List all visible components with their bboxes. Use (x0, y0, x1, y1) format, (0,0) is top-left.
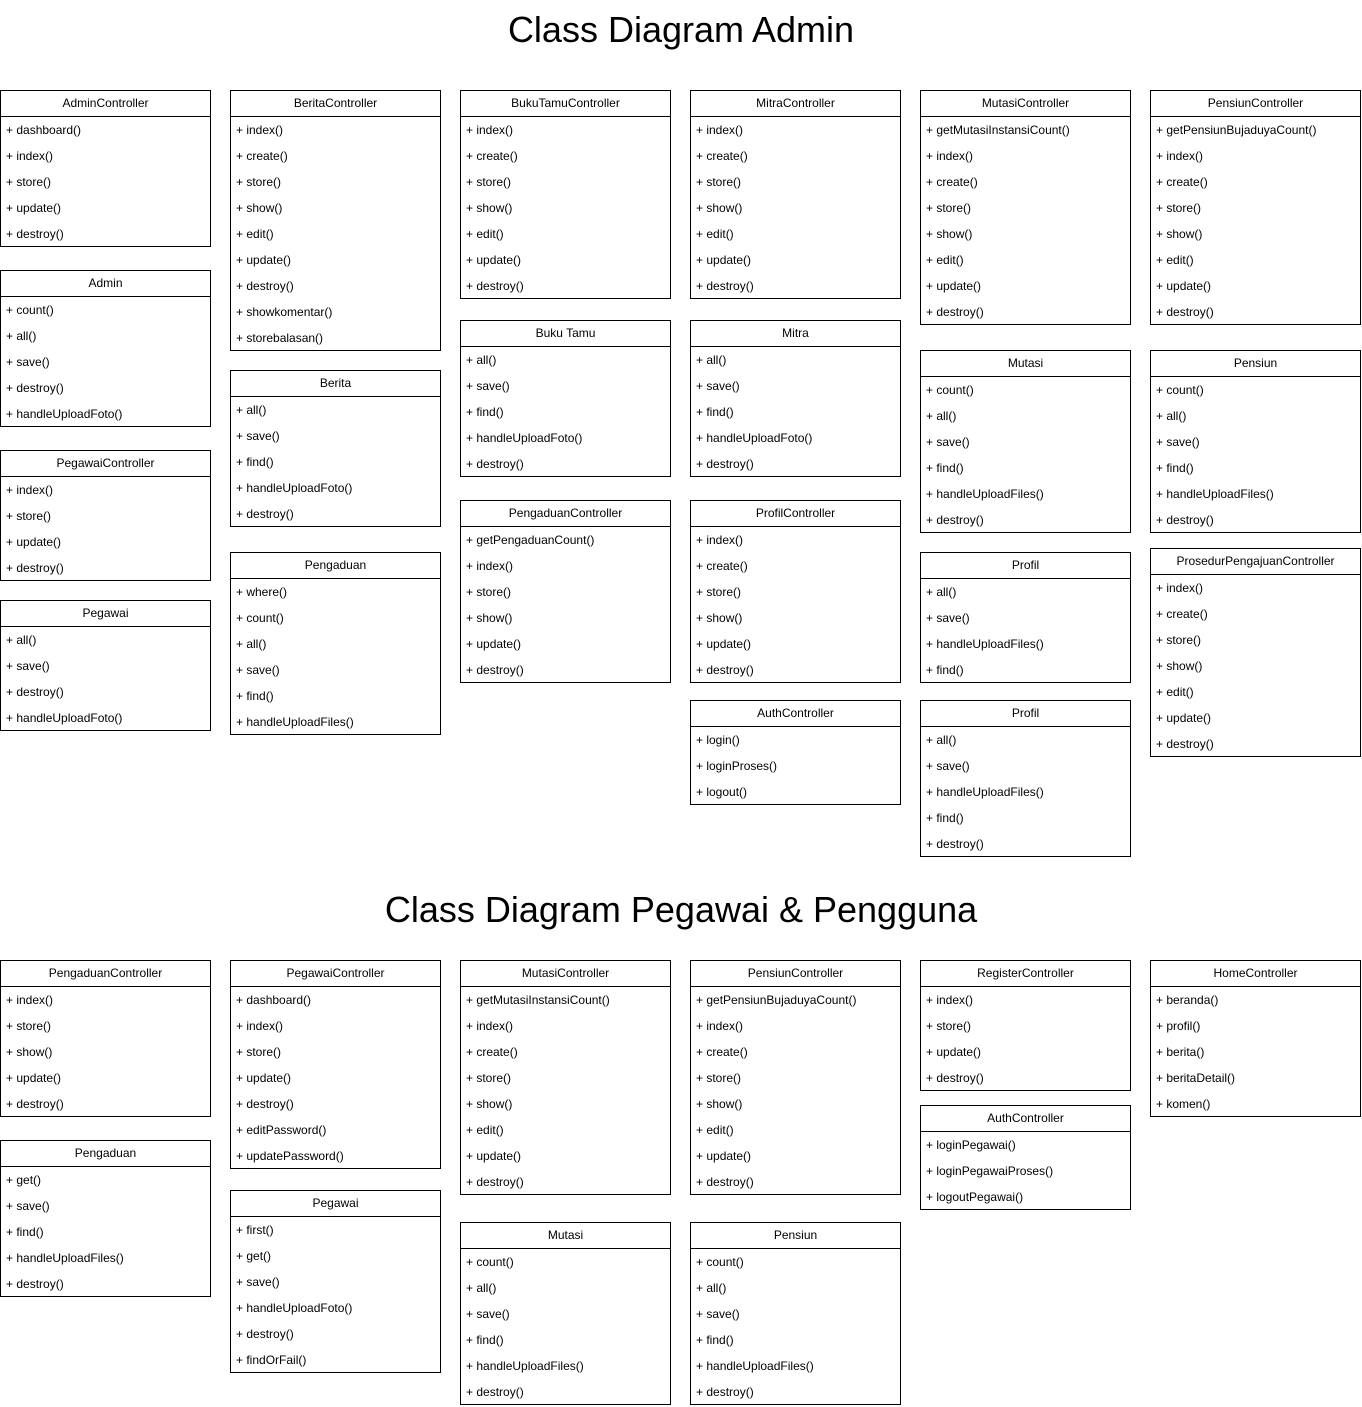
method-item: + edit() (926, 253, 964, 267)
class-name: Admin (1, 271, 210, 297)
method-item: + update() (926, 1045, 982, 1059)
method-item: + update() (466, 1149, 522, 1163)
method-item: + all() (466, 1281, 497, 1295)
method-item: + index() (926, 993, 974, 1007)
method-item: + destroy() (6, 381, 64, 395)
class-box-pegawaicontroller (230, 960, 441, 1169)
method-item: + destroy() (696, 663, 754, 677)
class-name: Profil (921, 701, 1130, 727)
class-box-admincontroller (0, 90, 211, 247)
method-list (461, 347, 670, 477)
method-item: + profil() (1156, 1019, 1201, 1033)
method-item: + find() (466, 1333, 504, 1347)
class-box-mutasi (460, 1222, 671, 1405)
method-item: + handleUploadFiles() (926, 487, 1044, 501)
class-name: AdminController (1, 91, 210, 117)
method-item: + create() (1156, 607, 1208, 621)
class-name: HomeController (1151, 961, 1360, 987)
method-item: + create() (926, 175, 978, 189)
method-item: + store() (696, 585, 742, 599)
method-item: + destroy() (696, 457, 754, 471)
method-item: + getPensiunBujaduyaCount() (1156, 123, 1317, 137)
class-box-pensiun (690, 1222, 901, 1405)
method-list (1, 117, 210, 247)
method-item: + handleUploadFoto() (236, 1301, 353, 1315)
class-box-buku-tamu (460, 320, 671, 477)
method-item: + show() (466, 1097, 513, 1111)
method-item: + getPengaduanCount() (466, 533, 595, 547)
method-list (461, 527, 670, 683)
class-name: Mitra (691, 321, 900, 347)
method-item: + create() (466, 149, 518, 163)
method-item: + update() (6, 1071, 62, 1085)
method-list (691, 727, 900, 805)
class-name: BeritaController (231, 91, 440, 117)
class-box-admin (0, 270, 211, 427)
method-item: + index() (236, 1019, 284, 1033)
method-item: + findOrFail() (236, 1353, 307, 1367)
method-item: + editPassword() (236, 1123, 327, 1137)
method-item: + show() (926, 227, 973, 241)
method-item: + destroy() (466, 663, 524, 677)
method-item: + edit() (236, 227, 274, 241)
method-item: + storebalasan() (236, 331, 324, 345)
class-box-pengaduan (230, 552, 441, 735)
method-item: + show() (696, 1097, 743, 1111)
class-name: Profil (921, 553, 1130, 579)
method-item: + save() (6, 659, 50, 673)
class-name: PegawaiController (231, 961, 440, 987)
method-item: + edit() (1156, 253, 1194, 267)
method-item: + edit() (466, 227, 504, 241)
method-list (461, 1249, 670, 1405)
class-box-pensiuncontroller (1150, 90, 1361, 325)
method-item: + save() (6, 355, 50, 369)
method-list (691, 1249, 900, 1405)
method-item: + save() (696, 379, 740, 393)
method-list (231, 1217, 440, 1373)
method-list (461, 987, 670, 1195)
method-item: + komen() (1156, 1097, 1211, 1111)
class-box-pensiun (1150, 350, 1361, 533)
method-item: + save() (696, 1307, 740, 1321)
method-item: + getPensiunBujaduyaCount() (696, 993, 857, 1007)
method-item: + create() (1156, 175, 1208, 189)
method-list (921, 727, 1130, 857)
method-item: + store() (696, 175, 742, 189)
class-name: PengaduanController (1, 961, 210, 987)
method-item: + find() (926, 811, 964, 825)
method-item: + count() (926, 383, 974, 397)
method-item: + destroy() (926, 513, 984, 527)
class-box-pegawaicontroller (0, 450, 211, 581)
method-item: + edit() (696, 1123, 734, 1137)
section-title-pegawai-pengguna: Class Diagram Pegawai & Pengguna (384, 889, 978, 930)
method-item: + update() (466, 253, 522, 267)
method-item: + update() (1156, 279, 1212, 293)
method-item: + update() (236, 253, 292, 267)
method-item: + destroy() (696, 1175, 754, 1189)
method-item: + show() (236, 201, 283, 215)
method-list (1, 297, 210, 427)
method-item: + beritaDetail() (1156, 1071, 1236, 1085)
class-name: AuthController (921, 1106, 1130, 1132)
method-item: + save() (926, 435, 970, 449)
method-item: + index() (696, 1019, 744, 1033)
method-item: + destroy() (6, 227, 64, 241)
method-item: + all() (926, 733, 957, 747)
method-item: + destroy() (466, 457, 524, 471)
method-item: + index() (6, 993, 54, 1007)
method-item: + show() (1156, 659, 1203, 673)
class-name: Pensiun (1151, 351, 1360, 377)
method-item: + index() (696, 123, 744, 137)
method-item: + handleUploadFoto() (6, 407, 123, 421)
method-item: + handleUploadFoto() (6, 711, 123, 725)
method-item: + destroy() (6, 685, 64, 699)
method-item: + edit() (1156, 685, 1194, 699)
method-item: + store() (236, 175, 282, 189)
class-box-profil (920, 552, 1131, 683)
class-box-mitracontroller (690, 90, 901, 299)
method-item: + handleUploadFiles() (1156, 487, 1274, 501)
class-name: PengaduanController (461, 501, 670, 527)
method-item: + all() (236, 403, 267, 417)
method-list (921, 117, 1130, 325)
class-box-homecontroller (1150, 960, 1361, 1117)
method-item: + where() (236, 585, 288, 599)
class-box-mutasicontroller (460, 960, 671, 1195)
method-item: + index() (6, 149, 54, 163)
method-item: + show() (696, 611, 743, 625)
method-item: + destroy() (236, 1097, 294, 1111)
method-item: + store() (696, 1071, 742, 1085)
method-list (921, 1132, 1130, 1210)
method-item: + find() (466, 405, 504, 419)
method-item: + save() (466, 379, 510, 393)
method-item: + store() (466, 1071, 512, 1085)
method-item: + destroy() (926, 837, 984, 851)
class-box-authcontroller (920, 1105, 1131, 1210)
method-item: + store() (466, 585, 512, 599)
class-box-bukutamucontroller (460, 90, 671, 299)
class-name: RegisterController (921, 961, 1130, 987)
method-list (691, 347, 900, 477)
class-name: MutasiController (921, 91, 1130, 117)
method-item: + handleUploadFiles() (6, 1251, 124, 1265)
method-list (461, 117, 670, 299)
section-title-admin: Class Diagram Admin (507, 9, 855, 50)
method-item: + destroy() (1156, 305, 1214, 319)
class-name: Berita (231, 371, 440, 397)
method-item: + save() (236, 1275, 280, 1289)
method-list (231, 117, 440, 351)
class-box-mitra (690, 320, 901, 477)
method-item: + find() (6, 1225, 44, 1239)
method-list (1151, 377, 1360, 533)
method-list (1, 1167, 210, 1297)
method-list (921, 377, 1130, 533)
method-item: + loginPegawaiProses() (926, 1164, 1054, 1178)
method-item: + count() (696, 1255, 744, 1269)
method-item: + all() (466, 353, 497, 367)
method-item: + update() (696, 253, 752, 267)
class-name: Pengaduan (231, 553, 440, 579)
class-name: MutasiController (461, 961, 670, 987)
method-item: + destroy() (466, 1385, 524, 1399)
method-item: + destroy() (236, 507, 294, 521)
class-box-pegawai (0, 600, 211, 731)
method-item: + index() (466, 123, 514, 137)
method-item: + show() (1156, 227, 1203, 241)
method-item: + destroy() (466, 279, 524, 293)
method-item: + destroy() (1156, 513, 1214, 527)
method-item: + updatePassword() (236, 1149, 344, 1163)
method-item: + all() (926, 585, 957, 599)
method-item: + destroy() (6, 1097, 64, 1111)
class-box-prosedurpengajuancontroller (1150, 548, 1361, 757)
method-item: + dashboard() (236, 993, 312, 1007)
method-item: + update() (696, 637, 752, 651)
method-item: + create() (236, 149, 288, 163)
method-item: + destroy() (6, 1277, 64, 1291)
method-list (921, 987, 1130, 1091)
method-item: + create() (696, 149, 748, 163)
method-item: + store() (1156, 201, 1202, 215)
class-name: Mutasi (921, 351, 1130, 377)
class-box-pengaduan (0, 1140, 211, 1297)
class-box-authcontroller (690, 700, 901, 805)
method-item: + update() (696, 1149, 752, 1163)
method-item: + save() (1156, 435, 1200, 449)
method-item: + destroy() (1156, 737, 1214, 751)
method-list (1, 627, 210, 731)
method-item: + edit() (696, 227, 734, 241)
method-item: + beranda() (1156, 993, 1219, 1007)
method-item: + update() (926, 279, 982, 293)
method-item: + handleUploadFiles() (236, 715, 354, 729)
method-item: + save() (466, 1307, 510, 1321)
class-box-pengaduancontroller (460, 500, 671, 683)
method-item: + index() (926, 149, 974, 163)
class-name: Buku Tamu (461, 321, 670, 347)
class-box-pegawai (230, 1190, 441, 1373)
method-item: + destroy() (236, 279, 294, 293)
method-item: + index() (466, 559, 514, 573)
method-list (231, 397, 440, 527)
class-box-berita (230, 370, 441, 527)
method-item: + index() (236, 123, 284, 137)
method-item: + get() (6, 1173, 42, 1187)
method-item: + destroy() (926, 1071, 984, 1085)
method-item: + find() (926, 461, 964, 475)
method-item: + save() (236, 663, 280, 677)
method-item: + all() (926, 409, 957, 423)
method-item: + index() (6, 483, 54, 497)
method-item: + update() (1156, 711, 1212, 725)
method-list (1151, 117, 1360, 325)
method-item: + loginProses() (696, 759, 778, 773)
method-item: + index() (1156, 581, 1204, 595)
method-item: + destroy() (696, 279, 754, 293)
method-item: + store() (926, 201, 972, 215)
method-item: + create() (696, 1045, 748, 1059)
class-box-profilcontroller (690, 500, 901, 683)
method-list (231, 987, 440, 1169)
method-item: + find() (236, 455, 274, 469)
method-item: + all() (6, 329, 37, 343)
class-name: Pensiun (691, 1223, 900, 1249)
method-item: + handleUploadFiles() (466, 1359, 584, 1373)
method-item: + first() (236, 1223, 274, 1237)
method-item: + update() (6, 535, 62, 549)
method-item: + get() (236, 1249, 272, 1263)
method-list (691, 987, 900, 1195)
class-box-beritacontroller (230, 90, 441, 351)
method-item: + destroy() (236, 1327, 294, 1341)
method-item: + destroy() (466, 1175, 524, 1189)
method-item: + store() (1156, 633, 1202, 647)
method-item: + save() (236, 429, 280, 443)
method-item: + count() (6, 303, 54, 317)
class-name: Pegawai (231, 1191, 440, 1217)
class-box-registercontroller (920, 960, 1131, 1091)
class-name: AuthController (691, 701, 900, 727)
method-item: + all() (6, 633, 37, 647)
method-item: + destroy() (926, 305, 984, 319)
class-name: ProsedurPengajuanController (1151, 549, 1360, 575)
class-name: ProfilController (691, 501, 900, 527)
class-box-mutasicontroller (920, 90, 1131, 325)
method-item: + store() (466, 175, 512, 189)
method-item: + destroy() (696, 1385, 754, 1399)
method-item: + update() (6, 201, 62, 215)
method-item: + showkomentar() (236, 305, 333, 319)
method-item: + all() (696, 353, 727, 367)
method-item: + find() (696, 1333, 734, 1347)
method-item: + store() (6, 1019, 52, 1033)
method-item: + update() (466, 637, 522, 651)
method-item: + store() (926, 1019, 972, 1033)
method-item: + handleUploadFoto() (466, 431, 583, 445)
method-item: + show() (696, 201, 743, 215)
method-item: + dashboard() (6, 123, 82, 137)
method-list (1, 477, 210, 581)
method-item: + login() (696, 733, 740, 747)
method-item: + count() (236, 611, 284, 625)
method-list (691, 527, 900, 683)
method-item: + save() (926, 759, 970, 773)
method-item: + update() (236, 1071, 292, 1085)
method-item: + store() (6, 175, 52, 189)
method-item: + handleUploadFoto() (696, 431, 813, 445)
method-item: + store() (236, 1045, 282, 1059)
method-item: + getMutasiInstansiCount() (926, 123, 1070, 137)
method-item: + show() (466, 201, 513, 215)
method-item: + store() (6, 509, 52, 523)
class-name: BukuTamuController (461, 91, 670, 117)
method-item: + count() (1156, 383, 1204, 397)
method-list (691, 117, 900, 299)
method-item: + all() (696, 1281, 727, 1295)
class-name: Pengaduan (1, 1141, 210, 1167)
method-list (1151, 987, 1360, 1117)
method-item: + save() (6, 1199, 50, 1213)
method-item: + create() (466, 1045, 518, 1059)
method-item: + index() (466, 1019, 514, 1033)
method-item: + edit() (466, 1123, 504, 1137)
class-box-pengaduancontroller (0, 960, 211, 1117)
method-list (231, 579, 440, 735)
method-item: + handleUploadFiles() (926, 637, 1044, 651)
method-item: + handleUploadFoto() (236, 481, 353, 495)
class-name: Mutasi (461, 1223, 670, 1249)
method-item: + getMutasiInstansiCount() (466, 993, 610, 1007)
method-item: + index() (696, 533, 744, 547)
class-name: MitraController (691, 91, 900, 117)
method-item: + destroy() (6, 561, 64, 575)
method-item: + count() (466, 1255, 514, 1269)
class-name: PensiunController (691, 961, 900, 987)
method-item: + find() (236, 689, 274, 703)
method-list (1, 987, 210, 1117)
class-name: Pegawai (1, 601, 210, 627)
method-item: + index() (1156, 149, 1204, 163)
method-item: + show() (466, 611, 513, 625)
method-item: + berita() (1156, 1045, 1205, 1059)
method-item: + handleUploadFiles() (696, 1359, 814, 1373)
class-box-pensiuncontroller (690, 960, 901, 1195)
method-item: + logoutPegawai() (926, 1190, 1024, 1204)
method-list (921, 579, 1130, 683)
method-item: + handleUploadFiles() (926, 785, 1044, 799)
method-item: + logout() (696, 785, 748, 799)
method-item: + find() (1156, 461, 1194, 475)
method-item: + show() (6, 1045, 53, 1059)
method-item: + create() (696, 559, 748, 573)
class-box-mutasi (920, 350, 1131, 533)
method-item: + save() (926, 611, 970, 625)
method-item: + all() (236, 637, 267, 651)
method-item: + loginPegawai() (926, 1138, 1016, 1152)
method-item: + find() (696, 405, 734, 419)
class-name: PegawaiController (1, 451, 210, 477)
class-name: PensiunController (1151, 91, 1360, 117)
method-list (1151, 575, 1360, 757)
class-box-profil (920, 700, 1131, 857)
method-item: + find() (926, 663, 964, 677)
method-item: + all() (1156, 409, 1187, 423)
